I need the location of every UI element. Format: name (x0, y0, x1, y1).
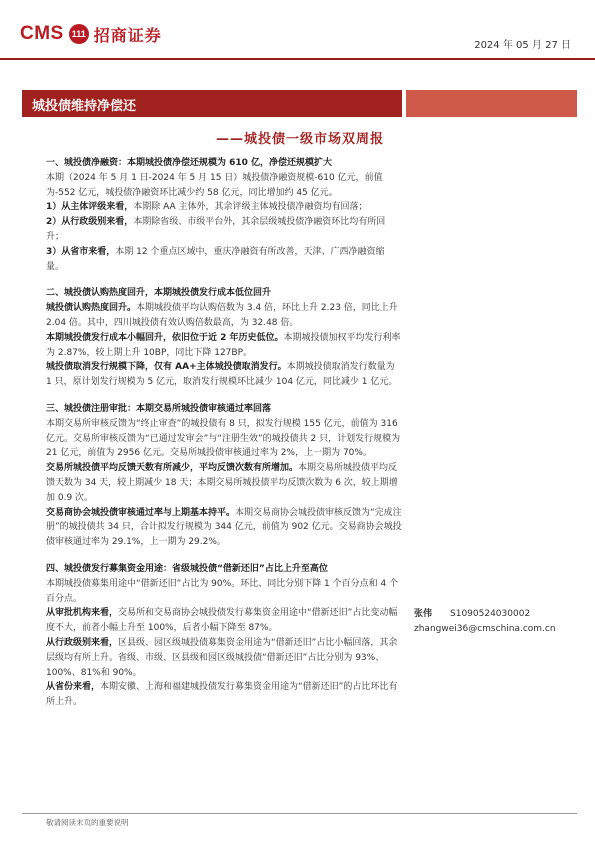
header-divider (0, 58, 595, 60)
paragraph: 交易所城投债平均反馈天数有所减少，平均反馈次数有所增加。本期交易所城投债平均反馈天数为 34 天，较上期减少 18 天；本期交易所城投债平均反馈次数为 6 次，较上期增加 0.9 次。 (46, 463, 398, 503)
paragraph: 城投债认购热度回升。本期城投债平均认购倍数为 3.4 倍，环比上升 2.23 倍，同比上升 2.04 倍。其中，四川城投债有效认购倍数最高，为 32.48 倍。 (46, 303, 398, 328)
analyst-name: 张伟 (414, 609, 433, 619)
logo-mark-icon: 111 (69, 24, 89, 44)
title-banner (22, 90, 577, 117)
analyst-info (414, 607, 556, 637)
paragraph: 城投债取消发行规模下降，仅有 AA+主体城投债取消发行。本期城投债取消发行数量为 1 只，原计划发行规模为 5 亿元，取消发行规模环比减少 104 亿元，同比减少 1 亿元。 (46, 362, 398, 388)
banner-main-bar (22, 90, 402, 117)
paragraph: 本期交易所审核反馈为“终止审查”的城投债有 8 只，拟发行规模 155 亿元，前值为 316 亿元。交易所审核反馈为“已通过发审会”与“注册生效”的城投债共 2 只，计划发行规模为 21 亿元，前值为 2956 亿元。交易所城投债审核通过率为 2%，上一期为 70%。 (46, 418, 401, 459)
banner-side-block (406, 90, 577, 117)
report-subtitle: ——城投债一级市场双周报 (216, 132, 385, 147)
paragraph: 本期（2024 年 5 月 1 日-2024 年 5 月 15 日）城投债净融资规模-610 亿元，前值为-552 亿元，城投债净融资环比减少约 58 亿元，同比增加约 45 亿元。 (46, 172, 383, 198)
analyst-email[interactable]: zhangwei36@cmschina.com.cn (414, 624, 556, 634)
paragraph: 1）从主体评级来看，本期除 AA 主体外，其余评级主体城投债净融资均有回落； (46, 202, 368, 213)
section-heading: 二、城投债认购热度回升，本期城投债发行成本低位回升 (46, 288, 272, 299)
page-header (0, 0, 595, 60)
paragraph: 本期城投债发行成本小幅回升，依旧位于近 2 年历史低位。本期城投债加权平均发行利率为 2.87%，较上期上升 10BP，同比下降 127BP。 (46, 332, 401, 358)
footer-divider (22, 813, 577, 814)
paragraph: 本期城投债募集用途中“借新还旧”占比为 90%。环比、同比分别下降 1 个百分点和 4 个百分点。 (46, 578, 399, 604)
section-heading: 四、城投债发行募集资金用途：省级城投债“借新还旧”占比上升至高位 (46, 563, 328, 574)
paragraph: 从审批机构来看，交易所和交易商协会城投债发行募集资金用途中“借新还旧”占比变动幅度不大，前者小幅上升至 100%，后者小幅下降至 87%。 (46, 608, 398, 634)
analyst-cert: S1090524030002 (450, 609, 531, 619)
paragraph: 从省份来看，本期安徽、上海和福建城投债发行募集资金用途为“借新还旧”的占比环比有所上升。 (46, 682, 398, 708)
report-date: 2024 年 05 月 27 日 (474, 40, 571, 51)
cms-logo (20, 20, 162, 48)
footer-note: 敬请阅读末页的重要说明 (46, 818, 129, 827)
section-heading: 三、城投债注册审批：本期交易所城投债审核通过率回落 (46, 403, 272, 414)
logo-chinese: 招商证券 (93, 25, 162, 45)
paragraph: 交易商协会城投债审核通过率与上期基本持平。本期交易商协会城投债审核反馈为“完成注册”的城投债共 34 只，合计拟发行规模为 344 亿元，前值为 902 亿元。交易商协会城投债审核通过率为 29.1%，上一期为 29.2%。 (46, 507, 402, 548)
section-heading: 一、城投债净融资：本期城投债净偿还规模为 610 亿，净偿还规模扩大 (46, 158, 333, 168)
paragraph: 3）从省市来看，本期 12 个重点区域中，重庆净融资有所改善，天津、广西净融资缩量。 (46, 246, 385, 272)
summary-body (46, 156, 402, 710)
paragraph: 2）从行政级别来看，本期除省级、市级平台外，其余层级城投债净融资环比均有所回升； (46, 217, 386, 242)
logo-latin: CMS (20, 23, 64, 44)
paragraph: 从行政级别来看，区县级、园区级城投债募集资金用途为“借新还旧”占比小幅回落，其余层级均有所上升。省级、市级、区县级和园区级城投债“借新还旧”占比分别为 93%、100%、81%和 90%。 (46, 637, 398, 678)
report-title: 城投债维持净偿还 (32, 99, 137, 114)
